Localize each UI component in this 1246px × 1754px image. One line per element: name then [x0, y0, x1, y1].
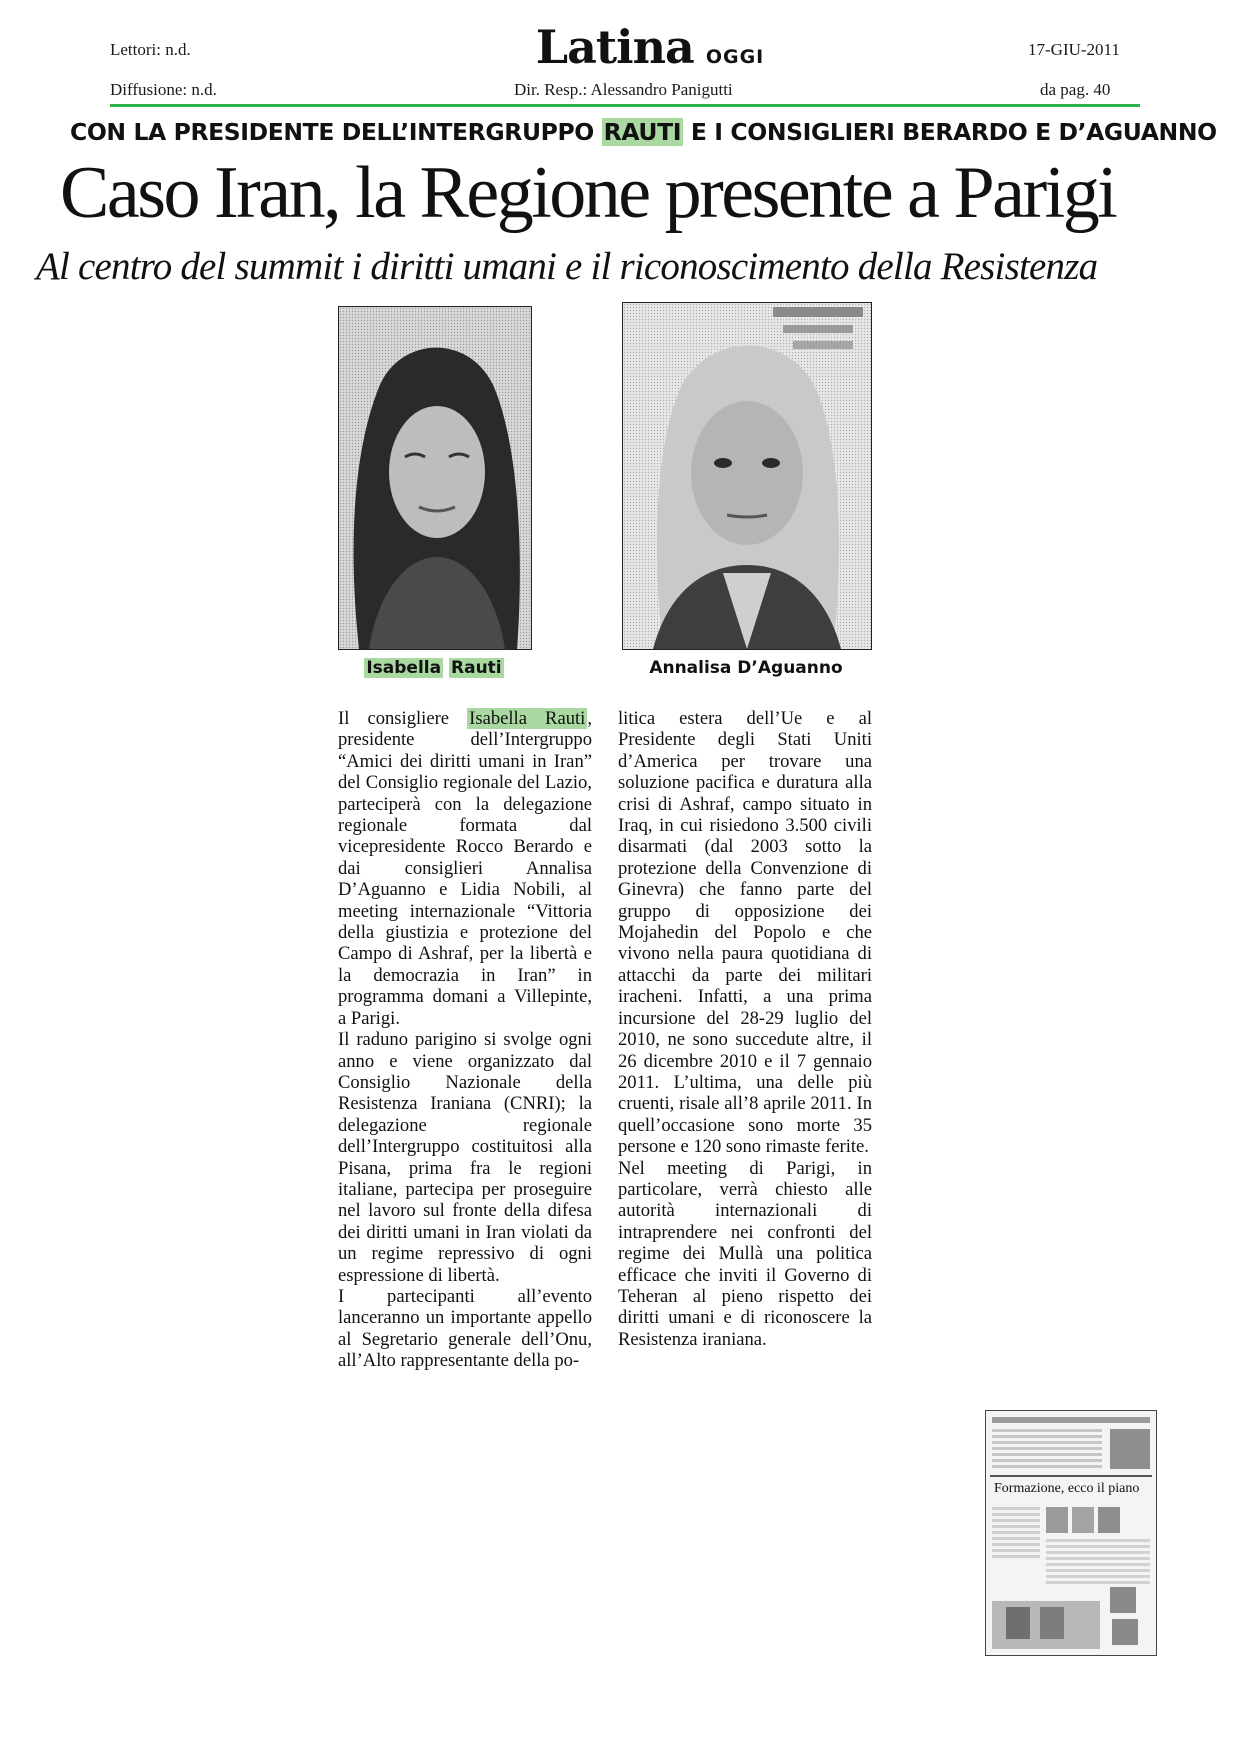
kicker-text-end: E I CONSIGLIERI BERARDO E D’AGUANNO	[683, 118, 1217, 146]
readers-label: Lettori: n.d.	[110, 40, 191, 59]
thumbnail-headline: Formazione, ecco il piano	[994, 1481, 1140, 1496]
thumbnail-layout-image	[986, 1411, 1156, 1655]
circulation-label: Diffusione: n.d.	[110, 80, 217, 99]
page-reference: da pag. 40	[1040, 80, 1111, 99]
column-1-paragraph-3: I partecipanti all’evento lanceranno un importante appello al Segretario generale dell’Onu, all’Alto rappresentante della po-	[338, 1285, 592, 1372]
photo-annalisa-daguanno	[622, 302, 872, 650]
issue-date: 17-GIU-2011	[1028, 40, 1120, 59]
masthead-sub: OGGI	[705, 46, 765, 68]
director-label: Dir. Resp.: Alessandro Panigutti	[514, 80, 733, 99]
photo-caption-rauti	[338, 658, 530, 678]
column-1-paragraph-2: Il raduno parigino si svolge ogni anno e viene organizzato dal Consiglio Nazionale della Resistenza Iraniana (CNRI); la delegazione regionale dell’Intergruppo costituitosi alla Pisana, prima fra le regioni italiane, partecipa per proseguire nel lavoro sul fronte della difesa dei diritti umani in Iran violati da un regime repressivo di ogni espressione di libertà.	[338, 1029, 592, 1286]
column-2-paragraph-1: litica estera dell’Ue e al Presidente degli Stati Uniti d’America per trovare una soluzione pacifica e duratura alla crisi di Ashraf, campo situato in Iraq, in cui risiedono 3.500 civili disarmati (dal 2003 sotto la protezione della Convenzione di Ginevra) che fanno parte del gruppo di opposizione dei Mojahedin del Popolo e che vivono nella paura quotidiana di attacchi da parte dei militari iracheni. Infatti, a una prima incursione del 28-29 luglio del 2010, ne sono succedute altre, il 26 dicembre 2010 e il 7 gennaio 2011. L’ultima, una delle più cruenti, risale all’8 aprile 2011. In quell’occasione sono morte 35 persone e 120 sono rimaste ferite.	[618, 708, 872, 1158]
header-divider	[110, 104, 1140, 107]
photo-caption-daguanno: Annalisa D’Aguanno	[649, 658, 843, 678]
caption-first-name: Isabella	[366, 658, 442, 678]
column-1-paragraph-1	[338, 708, 592, 1029]
article-subtitle: Al centro del summit i diritti umani e il riconoscimento della Resistenza	[36, 245, 1098, 288]
article-kicker	[70, 118, 1217, 146]
kicker-highlight: RAUTI	[603, 118, 682, 146]
portrait-image	[339, 307, 531, 649]
paragraph-lead: Il consigliere	[338, 708, 468, 729]
caption-last-name: Rauti	[451, 658, 502, 678]
article-title: Caso Iran, la Regione presente a Parigi	[60, 152, 1116, 234]
newspaper-masthead	[500, 20, 800, 74]
column-2-paragraph-2: Nel meeting di Parigi, in particolare, verrà chiesto alle autorità internazionali di intraprendere nei confronti del regime dei Mullà una politica efficace che inviti il Governo di Teheran al pieno rispetto dei diritti umani e di riconoscere la Resistenza iraniana.	[618, 1157, 872, 1350]
masthead-name: Latina	[535, 20, 694, 74]
photo-isabella-rauti	[338, 306, 532, 650]
kicker-text-start: CON LA PRESIDENTE DELL’INTERGRUPPO	[70, 118, 602, 146]
paragraph-rest: , presidente dell’Intergruppo “Amici dei diritti umani in Iran” del Consiglio regionale del Lazio, parteciperà con la delegazione regionale formata dal vicepresidente Rocco Berardo e dai consiglieri Annalisa D’Aguanno e Lidia Nobili, al meeting internazionale “Vittoria della giustizia e protezione del Campo di Ashraf, per la libertà e la democrazia in Iran” in programma domani a Villepinte, a Parigi.	[338, 708, 592, 1029]
portrait-image	[623, 303, 871, 649]
article-column-1	[338, 708, 592, 1372]
name-highlight: Isabella Rauti	[469, 708, 586, 729]
page-thumbnail	[985, 1410, 1157, 1656]
article-column-2	[618, 708, 872, 1350]
